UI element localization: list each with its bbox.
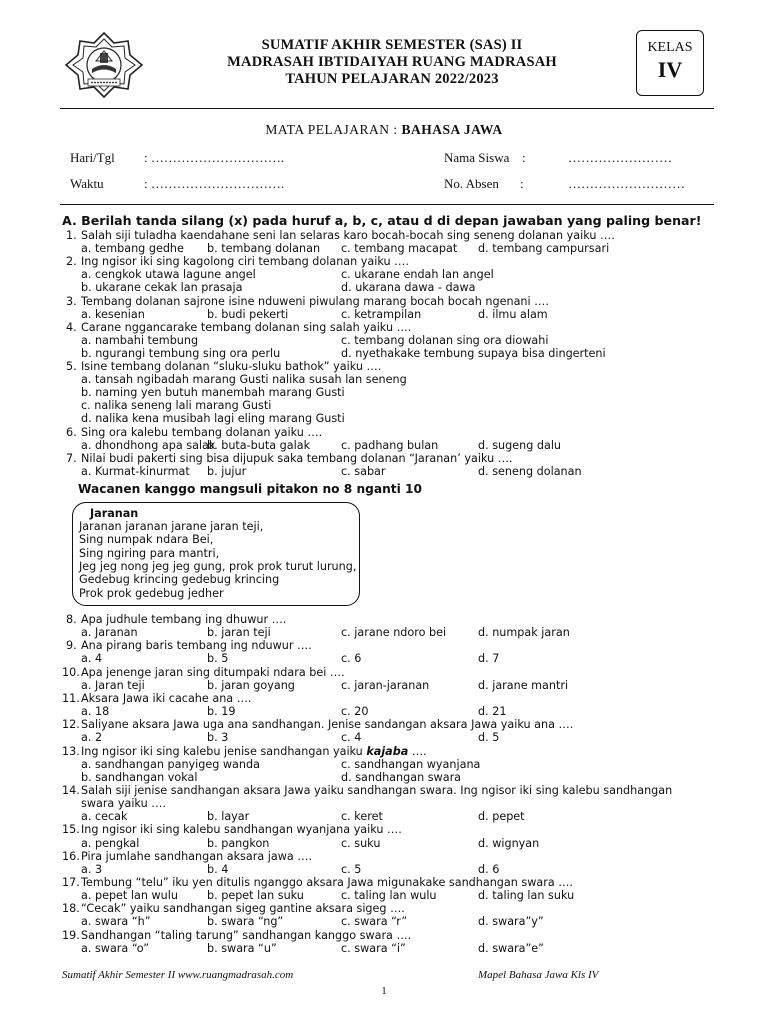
answer-option: b. swara “ng”	[207, 915, 284, 929]
answer-option: a. cengkok utawa lagune angel	[81, 268, 256, 282]
question-number: 12.	[62, 718, 80, 732]
answer-option: a. pepet lan wulu	[81, 889, 178, 903]
time-label: Waktu	[70, 176, 104, 191]
reading-instruction: Wacanen kanggo mangsuli pitakon no 8 nganti 10	[78, 482, 423, 496]
answer-option: a. dhondhong apa salak	[81, 438, 216, 452]
question-text: Apa jenenge jaran sing ditumpaki ndara bei ….	[81, 665, 345, 679]
answer-option: c. swara “r”	[341, 915, 408, 929]
question-number: 17.	[62, 876, 80, 889]
answer-option: d. sugeng dalu	[478, 438, 562, 452]
answer-option: c. ketrampilan	[341, 307, 422, 321]
header-divider	[60, 108, 714, 109]
answer-option: b. 5	[207, 652, 229, 666]
answer-option: a. 2	[81, 731, 103, 745]
answer-option: b. 4	[207, 862, 229, 876]
answer-option: d. wignyan	[478, 836, 540, 850]
absence-number-label: No. Absen	[444, 176, 499, 191]
question-number: 15.	[62, 823, 80, 837]
answer-option: d. ukarana dawa - dawa	[341, 281, 476, 295]
answer-option: d. 6	[478, 862, 500, 876]
answer-option: b. layar	[207, 810, 250, 824]
answer-option: b. pangkon	[207, 836, 270, 850]
question-text-part: ….	[408, 744, 427, 758]
answer-option: c. 5	[341, 862, 362, 876]
school-name: MADRASAH IBTIDAIYAH RUANG MADRASAH	[227, 54, 557, 70]
question-number: 16.	[62, 849, 80, 863]
question-number: 7.	[66, 451, 77, 465]
question-number: 18.	[62, 902, 80, 916]
answer-option: b. buta-buta galak	[207, 438, 311, 452]
answer-option: d. 7	[478, 652, 500, 666]
answer-option: b. pepet lan suku	[207, 889, 304, 903]
answer-option: a. Kurmat-kinurmat	[81, 464, 190, 478]
answer-option: d. nyethakake tembung supaya bisa dingerteni	[341, 346, 606, 360]
footer-right: Mapel Bahasa Jawa Kls IV	[478, 969, 599, 981]
question-text: Ana pirang baris tembang ing nduwur ….	[81, 639, 312, 653]
question-text: Nilai budi pakerti sing bisa dijupuk saka tembang dolanan “Jaranan’ yaiku ….	[81, 451, 513, 465]
answer-option: b. ukarane cekak lan prasaja	[81, 281, 243, 295]
answer-option: a. kesenian	[81, 307, 145, 321]
answer-option: b. ngurangi tembung sing ora perlu	[81, 346, 281, 360]
answer-option: c. suku	[341, 836, 381, 850]
madrasah-logo-icon	[64, 31, 144, 99]
answer-option: a. tansah ngibadah marang Gusti nalika susah lan seneng	[81, 373, 407, 387]
answer-option: c. padhang bulan	[341, 438, 439, 452]
absence-number-field[interactable]: ………………………	[568, 176, 685, 191]
answer-option: c. sandhangan wyanjana	[341, 757, 481, 771]
subject-line	[0, 122, 768, 138]
answer-option: d. swara”e”	[478, 941, 544, 955]
answer-option: a. Jaranan	[81, 626, 138, 640]
question-text: Apa judhule tembang ing dhuwur ….	[81, 613, 287, 626]
answer-option: a. nambahi tembung	[81, 333, 199, 347]
exam-title: SUMATIF AKHIR SEMESTER (SAS) II	[261, 37, 523, 53]
answer-option: d. pepet	[478, 810, 525, 824]
answer-option: a. 18	[81, 705, 110, 719]
info-divider	[60, 204, 714, 205]
question-text: Saliyane aksara Jawa uga ana sandhangan. Jenise sandangan aksara Jawa yaiku ana ….	[81, 718, 574, 732]
subject-label: MATA PELAJARAN :	[265, 122, 402, 137]
answer-option: a. swara “h”	[81, 915, 151, 929]
question-number: 5.	[66, 360, 77, 373]
time-field[interactable]: : ………………………….	[144, 176, 285, 191]
answer-option: b. jaran goyang	[207, 678, 295, 692]
poem-line: Prok prok gedebug jedher	[79, 586, 224, 600]
question-text: Sing ora kalebu tembang dolanan yaiku ….	[81, 425, 323, 439]
answer-option: d. numpak jaran	[478, 626, 570, 640]
answer-option: b. sandhangan vokal	[81, 770, 198, 784]
day-date-label: Hari/Tgl	[70, 150, 115, 165]
student-name-label: Nama Siswa	[444, 150, 510, 165]
class-label: KELAS	[647, 40, 693, 55]
question-text: Ing ngisor iki sing kalebu sandhangan wyanjana yaiku ….	[81, 823, 402, 837]
answer-option: a. cecak	[81, 810, 128, 824]
answer-option: b. naming yen butuh manembah marang Gusti	[81, 386, 345, 400]
answer-option: c. 4	[341, 731, 362, 745]
school-header	[150, 37, 634, 88]
question-text: Tembang dolanan sajrone isine nduweni piwulang marang bocah bocah ngenani ….	[81, 294, 549, 308]
class-value: IV	[657, 57, 683, 82]
answer-option: a. pengkal	[81, 836, 140, 850]
answer-option: b. tembang dolanan	[207, 242, 321, 256]
answer-option: b. 3	[207, 731, 229, 745]
question-number: 11.	[62, 691, 80, 705]
question-number: 6.	[66, 425, 77, 439]
answer-option: b. jaran teji	[207, 626, 271, 640]
answer-option: c. 20	[341, 705, 369, 719]
answer-option: c. 6	[341, 652, 362, 666]
question-number: 14.	[62, 783, 80, 797]
poem-title: Jaranan	[90, 507, 139, 520]
answer-option: a. 3	[81, 862, 103, 876]
question-number: 4.	[66, 320, 77, 334]
answer-option: d. ilmu alam	[478, 307, 548, 321]
footer-left: Sumatif Akhir Semester II www.ruangmadrasah.com	[62, 969, 294, 981]
answer-option: d. 21	[478, 705, 507, 719]
question-number: 1.	[66, 229, 77, 242]
question-number: 10.	[62, 665, 80, 679]
poem-line: Jeg jeg nong jeg jeg gung, prok prok turut lurung,	[79, 559, 357, 573]
answer-option: d. tembang campursari	[478, 242, 610, 256]
question-text: Isine tembang dolanan “sluku-sluku bathok” yaiku ….	[81, 360, 382, 373]
answer-option: c. nalika seneng lali marang Gusti	[81, 399, 272, 413]
answer-option: swara yaiku ….	[81, 797, 166, 811]
poem-line: Jaranan jaranan jarane jaran teji,	[79, 520, 264, 533]
section-a-instruction: A. Berilah tanda silang (x) pada huruf a, b, c, atau d di depan jawaban yang paling benar!	[62, 213, 702, 228]
answer-option: c. tembang macapat	[341, 242, 458, 256]
answer-option: b. budi pekerti	[207, 307, 289, 321]
answer-option: c. tembang dolanan sing ora diowahi	[341, 333, 549, 347]
answer-option: d. jarane mantri	[478, 678, 569, 692]
answer-option: b. 19	[207, 705, 236, 719]
question-text: Tembung “telu” iku yen ditulis nganggo aksara Jawa migunakake sandhangan swara ….	[81, 876, 573, 889]
poem-line: Sing numpak ndara Bei,	[79, 533, 214, 547]
student-name-colon: :	[522, 150, 526, 165]
answer-option: d. taling lan suku	[478, 889, 575, 903]
answer-option: d. 5	[478, 731, 500, 745]
question-text: “Cecak” yaiku sandhangan sigeg gantine aksara sigeg ….	[81, 902, 405, 916]
question-number: 3.	[66, 294, 77, 308]
question-text: Aksara Jawa iki cacahe ana ….	[81, 691, 252, 705]
answer-option: c. jaran-jaranan	[341, 678, 430, 692]
absence-number-colon: :	[520, 176, 524, 191]
school-year: TAHUN PELAJARAN 2022/2023	[285, 71, 499, 87]
poem-line: Sing ngiring para mantri,	[79, 546, 220, 560]
class-box	[636, 30, 704, 96]
answer-option: b. swara “u”	[207, 941, 277, 955]
page-number: 1	[381, 985, 387, 997]
answer-option: a. tembang gedhe	[81, 242, 184, 256]
answer-option: a. 4	[81, 652, 103, 666]
question-text-part: Ing ngisor iki sing kalebu jenise sandhangan yaiku	[81, 744, 367, 758]
answer-option: c. ukarane endah lan angel	[341, 268, 494, 282]
student-name-field[interactable]: ……………………	[568, 150, 672, 165]
question-number: 13.	[62, 744, 80, 758]
question-text: Pira jumlahe sandhangan aksara jawa ….	[81, 849, 313, 863]
poem-line: Gedebug krincing gedebug krincing	[79, 573, 280, 587]
answer-option: b. jujur	[207, 464, 247, 478]
question-number: 9.	[66, 639, 77, 653]
answer-option: c. swara “i”	[341, 941, 406, 955]
question-text: Ing ngisor iki sing kagolong ciri tembang dolanan yaiku ….	[81, 255, 409, 269]
day-date-field[interactable]: : ………………………….	[144, 150, 285, 165]
question-text: Salah siji tuladha kaendahane seni lan selaras karo bocah-bocah sing seneng dolanan yaiku ….	[81, 229, 615, 242]
answer-option: d. swara”y”	[478, 915, 544, 929]
question-number: 8.	[66, 613, 77, 626]
subject-value: BAHASA JAWA	[401, 122, 503, 137]
answer-option: d. seneng dolanan	[478, 464, 582, 478]
answer-option: a. sandhangan panyigeg wanda	[81, 757, 260, 771]
answer-option: c. jarane ndoro bei	[341, 626, 447, 640]
question-text: Salah siji jenise sandhangan aksara Jawa yaiku sandhangan swara. Ing ngisor iki sing kalebu sandhangan	[81, 783, 673, 797]
answer-option: a. swara “o”	[81, 941, 150, 955]
answer-option: d. nalika kena musibah lagi eling marang Gusti	[81, 412, 345, 426]
answer-option: c. keret	[341, 810, 383, 824]
question-text: Sandhangan “taling tarung” sandhangan kanggo swara ….	[81, 928, 412, 942]
answer-option: c. taling lan wulu	[341, 889, 437, 903]
question-number: 19.	[62, 928, 80, 942]
question-text	[81, 745, 427, 758]
question-text: Carane nggancarake tembang dolanan sing salah yaiku ….	[81, 320, 412, 334]
answer-option: a. Jaran teji	[81, 678, 145, 692]
answer-option: c. sabar	[341, 464, 386, 478]
emphasis-word: kajaba	[366, 744, 409, 758]
question-number: 2.	[66, 255, 77, 269]
answer-option: d. sandhangan swara	[341, 770, 462, 784]
